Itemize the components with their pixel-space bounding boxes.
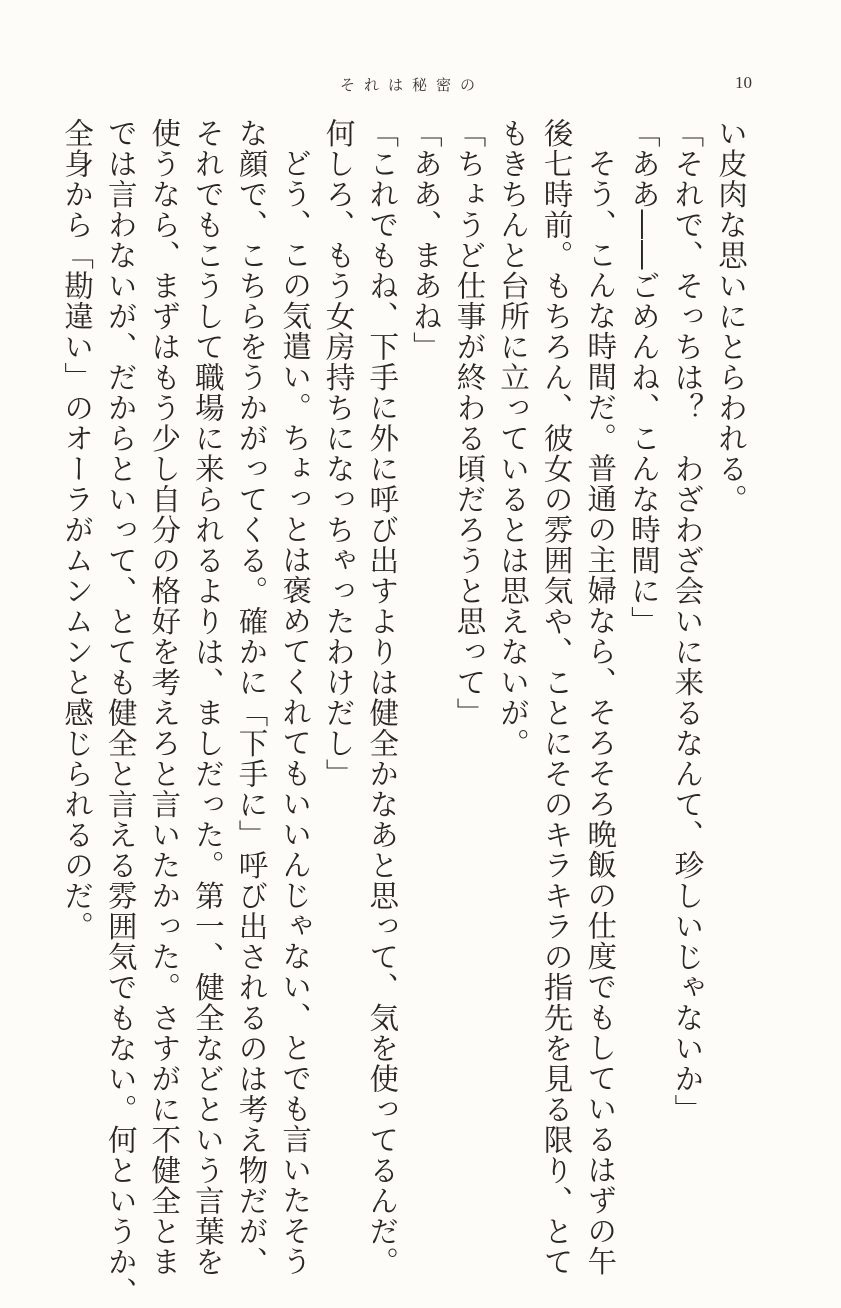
- text-line: 「ああ――ごめんね、こんな時間に」: [626, 118, 661, 637]
- text-line: 「ちょうど仕事が終わる頃だろうと思って」: [452, 118, 487, 728]
- text-line: どう、この気遣い。ちょっとは褒めてくれてもいいんじゃない、とでも言いたそう: [278, 147, 313, 1276]
- text-line: それでもこうして職場に来られるよりは、ましだった。第一、健全などという言葉を: [190, 118, 225, 1277]
- text-line: 「ああ、まあね」: [408, 118, 443, 362]
- text-line: もきちんと台所に立っているとは思えないが。: [496, 118, 531, 759]
- text-line: そう、こんな時間だ。普通の主婦なら、そろそろ晩飯の仕度でもしているはずの午: [583, 147, 618, 1276]
- text-line: 使うなら、まずはもう少し自分の格好を考えろと言いたかった。さすがに不健全とま: [147, 118, 182, 1277]
- text-line: な顔で、こちらをうかがってくる。確かに「下手に」呼び出されるのは考え物だが、: [234, 118, 269, 1277]
- running-head-title: それは秘密の: [340, 76, 485, 94]
- text-line: 何しろ、もう女房持ちになっちゃったわけだし」: [321, 118, 356, 789]
- text-line: 後七時前。もちろん、彼女の雰囲気や、ことにそのキラキラの指先を見る限り、とて: [539, 118, 574, 1277]
- text-line: 全身から「勘違い」のオーラがムンムンと感じられるのだ。: [60, 118, 95, 942]
- page-number: 10: [735, 73, 752, 92]
- text-line: では言わないが、だからといって、とても健全と言える雰囲気でもない。何というか、: [103, 118, 138, 1308]
- body-text: [60, 118, 752, 1308]
- text-line: 「これでもね、下手に外に呼び出すよりは健全かなあと思って、気を使ってるんだ。: [365, 118, 400, 1277]
- text-line: 「それで、そっちは？ わざわざ会いに来るなんて、珍しいじゃないか」: [670, 118, 705, 1125]
- text-line: い皮肉な思いにとらわれる。: [714, 118, 748, 515]
